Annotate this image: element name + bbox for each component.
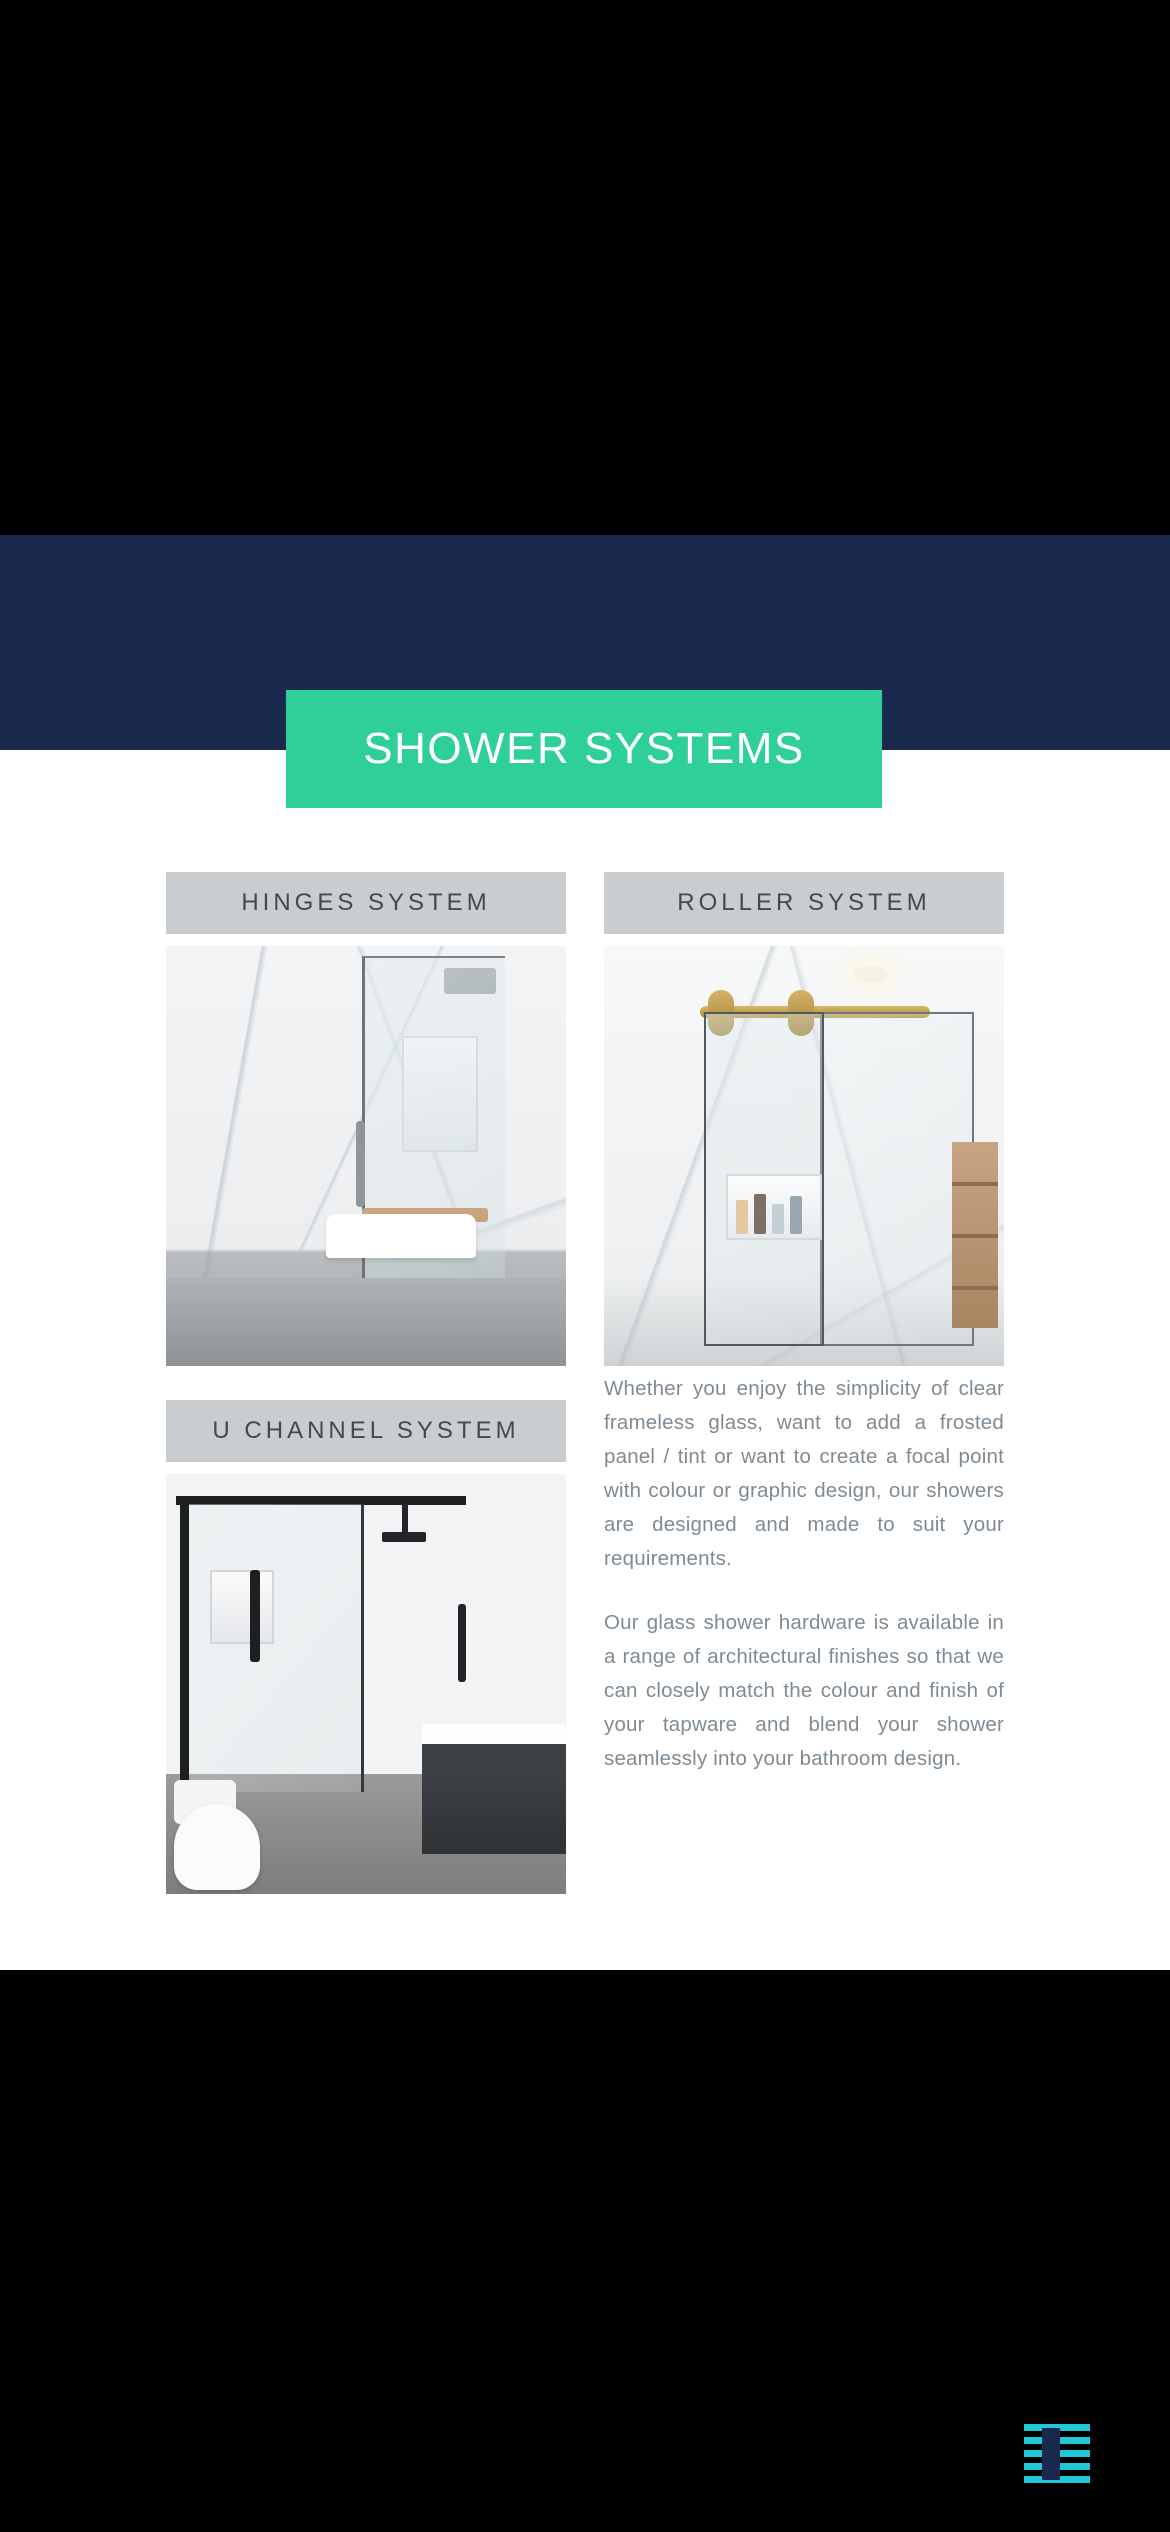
timber-shelving-unit xyxy=(952,1142,998,1328)
tapware xyxy=(458,1604,466,1682)
striped-logo-mark xyxy=(1024,2424,1090,2484)
sliding-glass-panel xyxy=(820,1012,974,1346)
section-label-roller: ROLLER SYSTEM xyxy=(604,872,1004,934)
shower-arm xyxy=(402,1504,408,1534)
shower-niche-shelf xyxy=(726,1174,822,1240)
hinged-glass-door xyxy=(362,956,505,1318)
u-channel-post xyxy=(180,1496,189,1796)
bathtub xyxy=(326,1214,476,1258)
vanity-unit xyxy=(422,1744,566,1854)
roller-system-photo xyxy=(604,946,1004,1366)
shower-head xyxy=(382,1532,426,1542)
page-title: SHOWER SYSTEMS xyxy=(363,724,805,773)
toiletry-bottle xyxy=(790,1196,802,1234)
body-copy xyxy=(604,1372,1004,1776)
toiletry-bottle xyxy=(754,1194,766,1234)
body-paragraph-2: Our glass shower hardware is available in a range of architectural finishes so that we can closely match the colour and finish of your tapware and blend your shower seamlessly into your bathroom design. xyxy=(604,1611,1004,1770)
toiletry-bottle xyxy=(772,1204,784,1234)
wall-niche xyxy=(210,1570,274,1644)
fixed-glass-panel xyxy=(189,1504,364,1792)
u-channel-system-photo xyxy=(166,1474,566,1894)
toiletry-bottle xyxy=(736,1200,748,1234)
right-column xyxy=(604,872,1004,1776)
logo-dark-bar xyxy=(1042,2428,1060,2480)
hinges-system-photo xyxy=(166,946,566,1366)
section-label-hinges: HINGES SYSTEM xyxy=(166,872,566,934)
toilet-pan xyxy=(174,1804,260,1890)
left-column xyxy=(166,872,566,1894)
shower-floor xyxy=(166,1278,566,1366)
section-label-u-channel: U CHANNEL SYSTEM xyxy=(166,1400,566,1462)
door-handle xyxy=(356,1121,365,1207)
ceiling-downlight xyxy=(854,966,888,982)
page-title-ribbon xyxy=(286,690,882,808)
towel-rail xyxy=(250,1570,260,1662)
body-paragraph-1: Whether you enjoy the simplicity of clear frameless glass, want to add a frosted panel / tint or want to create a focal point with colour or graphic design, our showers are designed and made to suit your requirements. xyxy=(604,1377,1004,1570)
